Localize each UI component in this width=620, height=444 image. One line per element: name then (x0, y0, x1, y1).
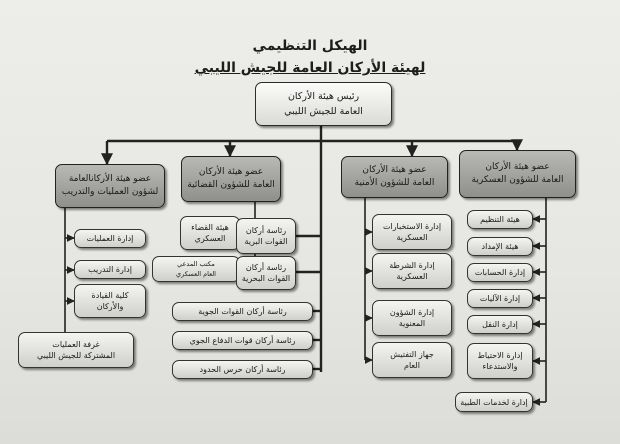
unit-reserve-department: إدارة الاحتياط والاستدعاء (467, 343, 533, 379)
staff-air-forces: رئاسة أركان القوات الجوية (172, 302, 313, 321)
unit-joint-operations-room: غرفة العمليات المشتركة للجيش الليبي (18, 332, 134, 368)
unit-accounts-department: إدارة الحسابات (467, 263, 533, 282)
unit-training-department: إدارة التدريب (74, 260, 146, 279)
member-operations-training-box: عضو هيئة الأركانالعامة لشؤون العمليات والتدريب (55, 164, 165, 208)
staff-air-defense-forces: رئاسة أركان قوات الدفاع الجوي (172, 331, 313, 350)
unit-military-intelligence: إدارة الاستخبارات العسكرية (372, 214, 452, 250)
staff-border-guard: رئاسة أركان حرس الحدود (172, 360, 313, 379)
chart-subtitle: لهيئة الأركان العامة للجيش الليبي (194, 60, 426, 76)
unit-vehicles-department: إدارة الآليات (467, 289, 533, 308)
member-security-affairs-box: عضو هيئة الأركان العامة للشؤون الأمنية (341, 156, 448, 198)
unit-morale-affairs: إدارة الشؤون المعنوية (372, 300, 452, 336)
unit-military-prosecutor-office: مكتب المدعي العام العسكري (152, 256, 240, 282)
unit-operations-department: إدارة العمليات (74, 229, 146, 248)
member-military-affairs-box: عضو هيئة الأركان العامة للشؤون العسكرية (459, 150, 576, 198)
unit-general-inspection: جهاز التفتيش العام (372, 342, 452, 378)
unit-medical-services: إدارة لخدمات الطبية (455, 392, 533, 412)
member-judicial-affairs-box: عضو هيئة الأركان العامة للشؤون القضائية (181, 156, 281, 202)
staff-naval-forces: رئاسة أركان القوات البحرية (236, 256, 296, 290)
unit-organization-authority: هيئة التنظيم (467, 210, 533, 229)
unit-supply-authority: هيئة الإمداد (467, 237, 533, 256)
chief-of-staff-box: رئيس هيئة الأركان العامة للجيش الليبي (255, 82, 392, 126)
unit-military-judiciary: هيئة القضاء العسكري (180, 216, 240, 250)
unit-command-staff-college: كلية القيادة والأركان (74, 284, 146, 318)
unit-military-police: إدارة الشرطة العسكرية (372, 253, 452, 289)
chart-title: الهيكل التنظيمي (252, 38, 368, 54)
unit-transport-department: إدارة النقل (467, 315, 533, 334)
staff-land-forces: رئاسة أركان القوات البرية (236, 218, 296, 254)
